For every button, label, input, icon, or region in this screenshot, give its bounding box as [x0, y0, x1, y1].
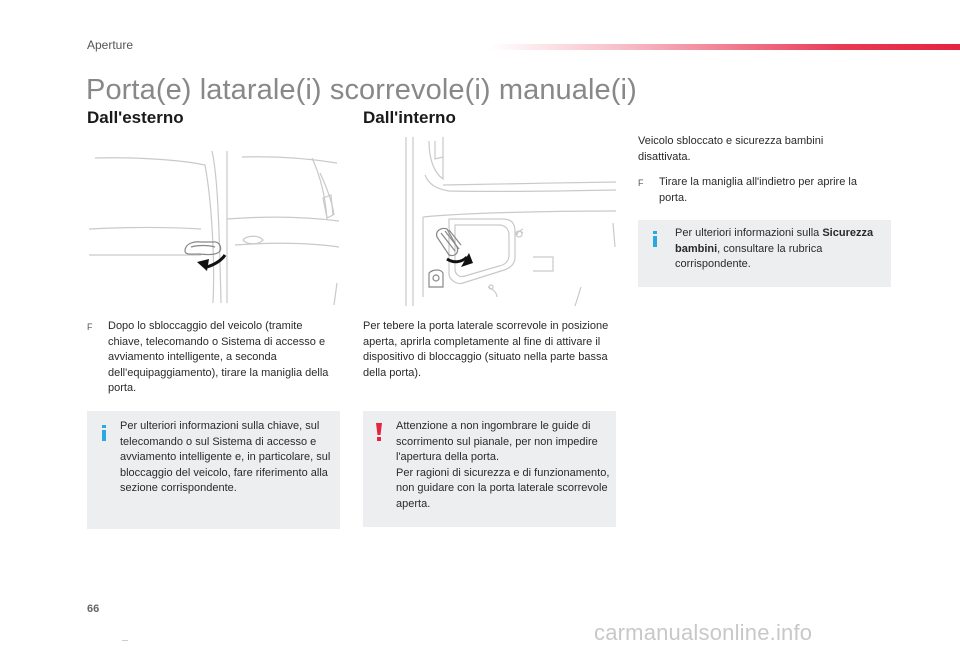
footer-tick [122, 640, 128, 641]
bullet-outside-text: Dopo lo sbloccaggio del veicolo (tramite chiave, telecomando o Sistema di accesso e avviamento intelligente, a seconda dell'equipaggiamento), tirare la maniglia della porta. [108, 320, 329, 395]
bullet-inside-text: Tirare la maniglia all'indietro per aprire la porta. [659, 176, 857, 204]
heading-outside: Dall'esterno [87, 108, 184, 127]
bullet-outside [87, 319, 340, 397]
note-text-post: , consultare la rubrica corrispondente. [675, 242, 823, 271]
watermark: carmanualsonline.info [594, 620, 813, 645]
note-text-bold: Sicurezza bambini [675, 227, 874, 255]
right-paragraph: Veicolo sbloccato e sicurezza bambini disattivata. [638, 135, 824, 163]
page-title: Porta(e) latarale(i) scorrevole(i) manuale(i) [86, 74, 637, 106]
exterior-door-drawing [87, 143, 340, 306]
info-note-key-text: Per ulteriori informazioni sulla chiave, sul telecomando o sul Sistema di accesso e avviamento intelligente e, in particolare, sul bloccaggio del veicolo, fare riferimento alla sezione corrispondente. [120, 420, 331, 495]
bullet-inside [638, 175, 888, 206]
bullet-marker: F [638, 178, 644, 188]
warning-note [363, 411, 616, 527]
warning-icon [374, 423, 384, 441]
info-icon [650, 231, 660, 247]
inside-paragraph: Per tebere la porta laterale scorrevole in posizione aperta, aprirla completamente al fine di attivare il dispositivo di bloccaggio (situato nella parte bassa della porta). [363, 320, 609, 379]
page-number: 66 [87, 603, 100, 615]
info-note-child-safety [638, 220, 891, 287]
bullet-marker: F [87, 322, 93, 332]
info-note-child-safety-text [675, 226, 880, 273]
note-text-pre: Per ulteriori informazioni sulla [675, 227, 820, 239]
warning-text-1: Attenzione a non ingombrare le guide di scorrimento sul pianale, per non impedire l'apertura della porta. [396, 420, 598, 464]
header-accent-bar [490, 44, 960, 50]
section-label: Aperture [87, 38, 134, 52]
info-icon [99, 425, 109, 441]
interior-door-illustration [363, 137, 616, 306]
interior-door-drawing [363, 137, 616, 306]
info-note-key [87, 411, 340, 529]
heading-inside: Dall'interno [363, 108, 456, 127]
warning-text-2: Per ragioni di sicurezza e di funzionamento, non guidare con la porta laterale scorrevole aperta. [396, 466, 610, 510]
exterior-door-illustration [87, 143, 340, 306]
